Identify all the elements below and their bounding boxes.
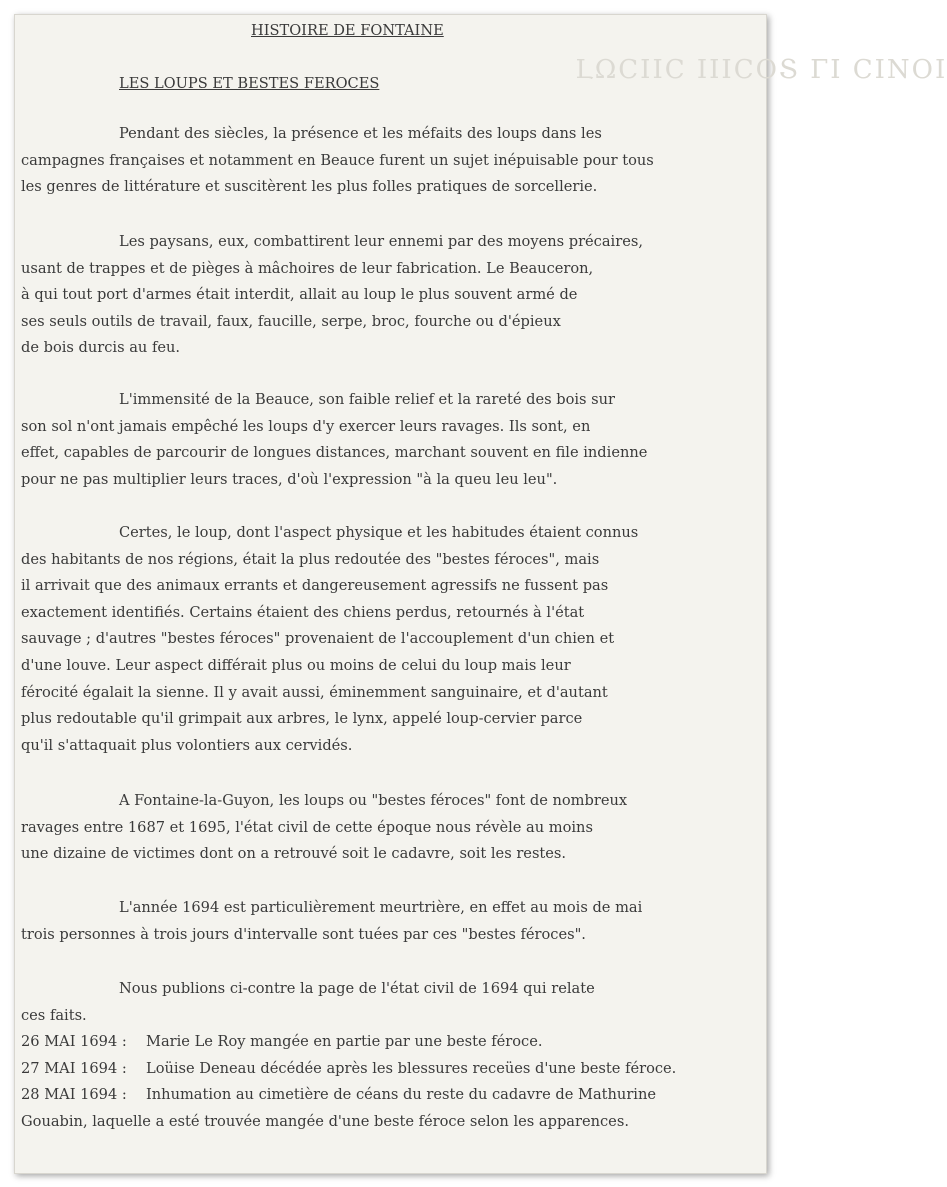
- register-entry: [21, 1082, 765, 1109]
- paragraph-line: des habitants de nos régions, était la plus redoutée des "bestes féroces", mais: [21, 550, 600, 568]
- entry-date: 28 MAI 1694 :: [21, 1086, 127, 1104]
- paragraph-6: [21, 895, 765, 948]
- paragraph-line: Les paysans, eux, combattirent leur ennemi par des moyens précaires,: [119, 233, 643, 250]
- entry-date: 26 MAI 1694 :: [21, 1033, 127, 1050]
- paragraph-5: [21, 788, 765, 868]
- paragraph-line: de bois durcis au feu.: [21, 339, 181, 357]
- entry-text: Loüise Deneau décédée après les blessures receües d'une beste féroce.: [146, 1059, 677, 1077]
- paragraph-1: [21, 121, 765, 201]
- paragraph-line: pour ne pas multiplier leurs traces, d'où l'expression "à la queu leu leu".: [21, 470, 558, 488]
- paragraph-line: il arrivait que des animaux errants et dangereusement agressifs ne fussent pas: [21, 577, 609, 595]
- register-entry: [21, 1029, 765, 1056]
- paragraph-line: campagnes françaises et notamment en Beauce furent un sujet inépuisable pour tous: [21, 151, 654, 169]
- paragraph-line: ces faits.: [21, 1006, 87, 1024]
- paragraph-4: [21, 520, 765, 759]
- paragraph-line: ravages entre 1687 et 1695, l'état civil de cette époque nous révèle au moins: [21, 818, 593, 836]
- paragraph-line: plus redoutable qu'il grimpait aux arbres, le lynx, appelé loup-cervier parce: [21, 710, 583, 728]
- paragraph-line: trois personnes à trois jours d'intervalle sont tuées par ces "bestes féroces".: [21, 925, 586, 943]
- paragraph-line: A Fontaine-la-Guyon, les loups ou "bestes féroces" font de nombreux: [119, 792, 628, 809]
- paragraph-2: [21, 229, 765, 362]
- paragraph-line: qu'il s'attaquait plus volontiers aux cervidés.: [21, 736, 353, 754]
- document-page: [14, 14, 947, 1174]
- paragraph-line: usant de trappes et de pièges à mâchoires de leur fabrication. Le Beauceron,: [21, 259, 594, 277]
- entry-text: Inhumation au cimetière de céans du reste du cadavre de Mathurine: [146, 1086, 657, 1104]
- paragraph-3: [21, 387, 765, 493]
- paragraph-7: [21, 976, 765, 1029]
- paragraph-line: effet, capables de parcourir de longues distances, marchant souvent en file indienne: [21, 444, 648, 462]
- paragraph-line: L'année 1694 est particulièrement meurtrière, en effet au mois de mai: [119, 899, 643, 916]
- register-entries: [21, 1029, 765, 1135]
- paragraph-line: une dizaine de victimes dont on a retrouvé soit le cadavre, soit les restes.: [21, 845, 567, 863]
- entry-date: 27 MAI 1694 :: [21, 1059, 127, 1077]
- entry-text-continued: les apparences.: [513, 1112, 629, 1130]
- entry-text-continued: Gouabin, laquelle a esté trouvée mangée d'une beste féroce selon: [21, 1112, 509, 1130]
- register-entry: [21, 1056, 765, 1083]
- paragraph-line: Pendant des siècles, la présence et les méfaits des loups dans les: [119, 125, 602, 142]
- section-title: LES LOUPS ET BESTES FEROCES: [119, 75, 380, 92]
- paragraph-line: Nous publions ci-contre la page de l'état civil de 1694 qui relate: [119, 980, 595, 997]
- paragraph-line: d'une louve. Leur aspect différait plus ou moins de celui du loup mais leur: [21, 656, 571, 674]
- page-title: HISTOIRE DE FONTAINE: [251, 22, 444, 39]
- paragraph-line: L'immensité de la Beauce, son faible relief et la rareté des bois sur: [119, 391, 616, 408]
- paragraph-line: Certes, le loup, dont l'aspect physique et les habitudes étaient connus: [119, 524, 639, 541]
- paragraph-line: son sol n'ont jamais empêché les loups d'y exercer leurs ravages. Ils sont, en: [21, 417, 591, 435]
- entry-text: Marie Le Roy mangée en partie par une beste féroce.: [146, 1033, 543, 1050]
- bleed-through-text: ԼΩϹΙΙϹ ΙΙΙϹΟՏ ΓΙ ϹΙΝΟΙ: [575, 55, 947, 85]
- paragraph-line: ses seuls outils de travail, faux, faucille, serpe, broc, fourche ou d'épieux: [21, 312, 561, 330]
- paragraph-line: les genres de littérature et suscitèrent les plus folles pratiques de sorcellerie.: [21, 178, 598, 196]
- paragraph-line: exactement identifiés. Certains étaient des chiens perdus, retournés à l'état: [21, 603, 585, 621]
- paragraph-line: à qui tout port d'armes était interdit, allait au loup le plus souvent armé de: [21, 286, 578, 304]
- paragraph-line: férocité égalait la sienne. Il y avait aussi, éminemment sanguinaire, et d'autant: [21, 683, 608, 701]
- paragraph-line: sauvage ; d'autres "bestes féroces" provenaient de l'accouplement d'un chien et: [21, 630, 615, 648]
